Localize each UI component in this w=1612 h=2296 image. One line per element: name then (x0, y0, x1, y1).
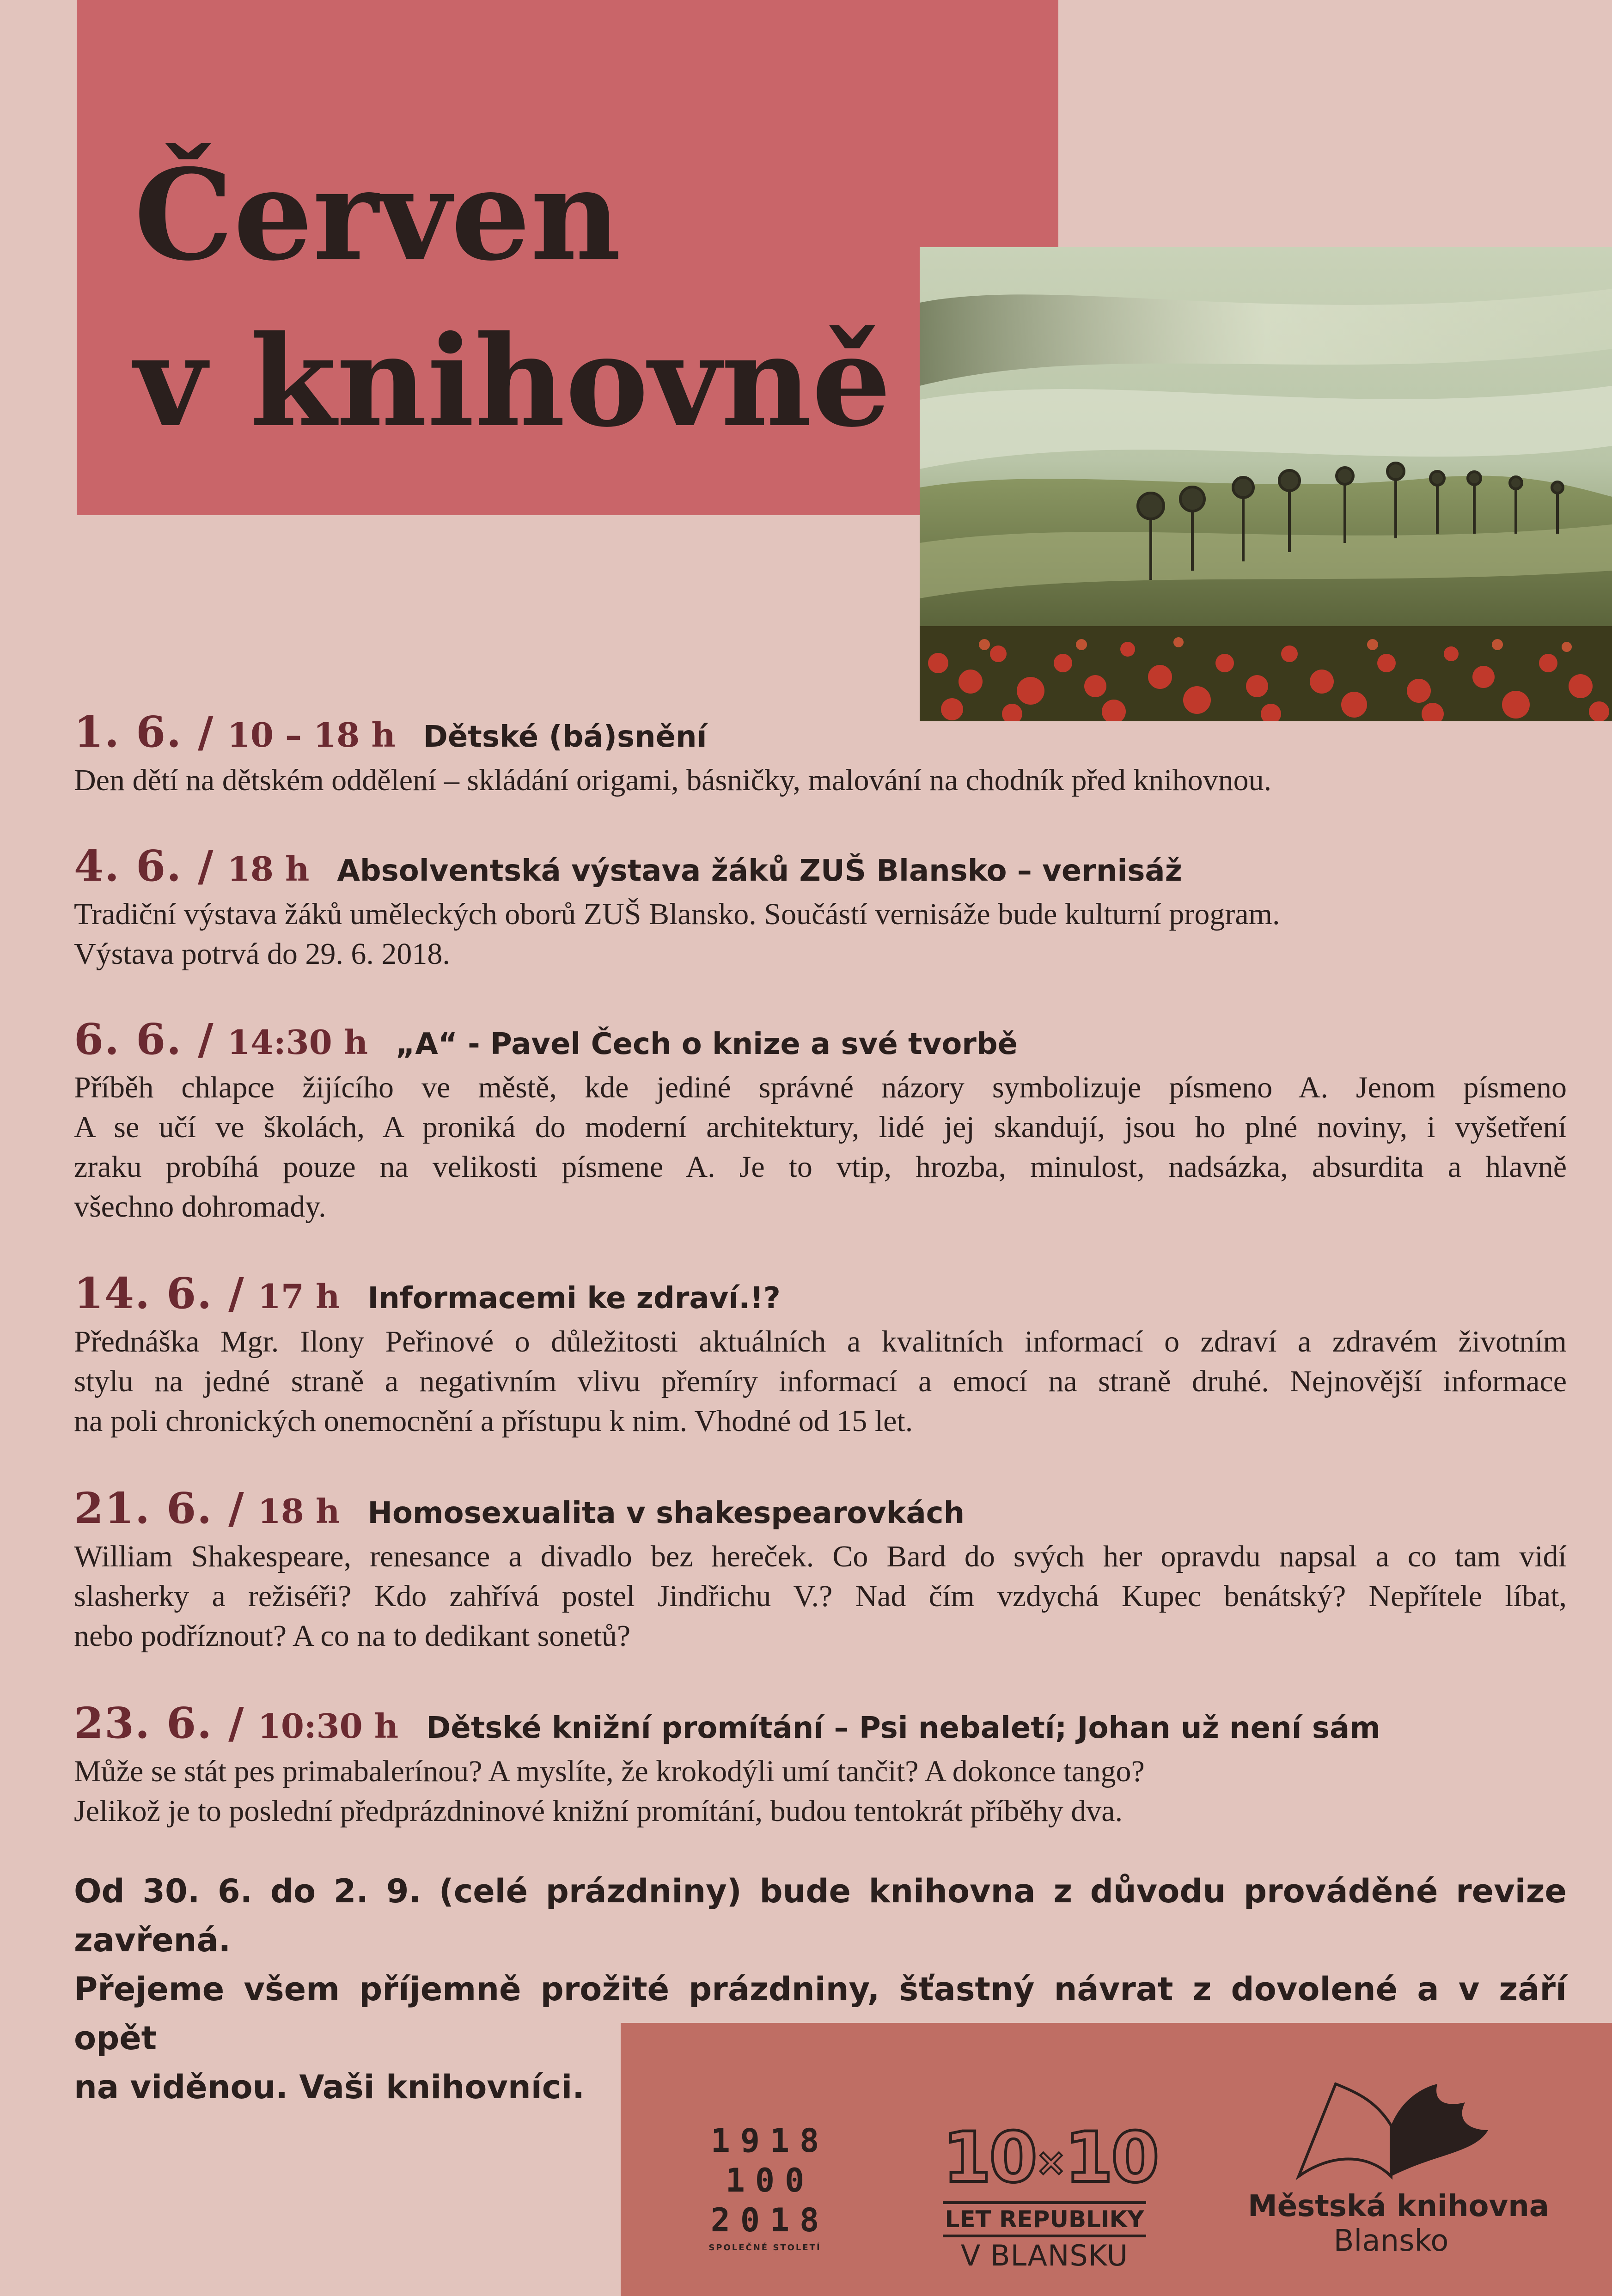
event-date: 14. 6. / (74, 1268, 245, 1318)
closing-line: na viděnou. Vaši knihovníci. (74, 2068, 585, 2106)
centenary-caption: SPOLEČNÉ STOLETÍ (708, 2243, 821, 2253)
event-title: Informacemi ke zdraví.!? (367, 1281, 781, 1315)
ten-right: 10 (1064, 2118, 1158, 2198)
event-title: Absolventská výstava žáků ZUŠ Blansko – vernisáž (337, 854, 1182, 888)
event-title: „A“ - Pavel Čech o knize a své tvorbě (396, 1027, 1018, 1061)
event-2 (74, 841, 1567, 974)
description-line: nebo podříznout? A co na to dedikant sonetů? (74, 1619, 631, 1653)
event-date: 1. 6. / (74, 707, 214, 757)
event-3 (74, 1014, 1567, 1227)
description-line: Jelikož je to poslední předprázdninové knižní promítání, budou tentokrát příběhy dva. (74, 1794, 1123, 1828)
description-line: Přednáška Mgr. Ilony Peřinové o důležitosti aktuálních a kvalitních informací o zdraví a zdravém životním (74, 1325, 1567, 1358)
event-heading (74, 707, 1567, 758)
description-line: A se učí ve školách, A proniká do moderní architektury, lidé jej skandují, jsou ho plné noviny, i vyšetření (74, 1110, 1567, 1144)
event-time: 18 h (227, 849, 310, 889)
ten-left: 10 (943, 2118, 1036, 2198)
library-name: Městská knihovna (1248, 2189, 1549, 2223)
description-line: všechno dohromady. (74, 1190, 326, 1224)
description-line: na poli chronických onemocnění a přístupu k nim. Vhodné od 15 let. (74, 1404, 913, 1438)
event-date: 6. 6. / (74, 1014, 214, 1064)
event-heading (74, 1268, 1567, 1319)
description-line: slasherky a režiséři? Kdo zahřívá postel Jindřichu V.? Nad čím vzdychá Kupec benátský? Nepřítele líbat, (74, 1579, 1567, 1613)
ten-times-ten-line-1: LET REPUBLIKY (943, 2201, 1146, 2237)
event-date: 4. 6. / (74, 841, 214, 891)
event-6 (74, 1698, 1567, 1831)
event-time: 10 – 18 h (227, 715, 396, 755)
event-time: 18 h (257, 1492, 340, 1531)
description-line: Příběh chlapce žijícího ve městě, kde jediné správné názory symbolizuje písmeno A. Jenom písmeno (74, 1071, 1567, 1104)
event-5 (74, 1483, 1567, 1656)
description-line: Tradiční výstava žáků uměleckých oborů ZUŠ Blansko. Součástí vernisáže bude kulturní program. (74, 897, 1280, 931)
event-title: Dětské knižní promítání – Psi nebaletí; Johan už není sám (426, 1711, 1380, 1745)
ten-times-ten-line-2: V BLANSKU (960, 2238, 1129, 2272)
closing-line: Od 30. 6. do 2. 9. (celé prázdniny) bude knihovna z důvodu prováděné revize zavřená. (74, 1872, 1567, 1959)
event-time: 17 h (257, 1277, 340, 1316)
ten-times-ten-logo (943, 2118, 1158, 2274)
description-line: zraku probíhá pouze na velikosti písmene A. Je to vtip, hrozba, minulost, nadsázka, absurdita a hlavně (74, 1150, 1567, 1184)
event-title: Homosexualita v shakespearovkách (367, 1496, 965, 1530)
event-time: 10:30 h (257, 1706, 399, 1746)
description-line: William Shakespeare, renesance a divadlo bez hereček. Co Bard do svých her opravdu napsal a co tam vidí (74, 1540, 1567, 1573)
event-4 (74, 1268, 1567, 1441)
event-date: 23. 6. / (74, 1698, 245, 1748)
centenary-year-end: 2018 (710, 2201, 830, 2239)
description-line: Výstava potrvá do 29. 6. 2018. (74, 937, 450, 971)
event-description (74, 1322, 1567, 1441)
ten-times-ten-mark (943, 2118, 1158, 2198)
event-heading (74, 1014, 1567, 1065)
event-time: 14:30 h (227, 1023, 368, 1062)
centenary-year-start: 1918 (710, 2122, 830, 2160)
event-title: Dětské (bá)snění (423, 720, 707, 754)
event-1 (74, 707, 1567, 800)
description-line: stylu na jedné straně a negativním vlivu přemíry informací a emocí na straně druhé. Nejnovější informace (74, 1364, 1567, 1398)
event-description (74, 1068, 1567, 1227)
library-logo (1248, 2075, 1549, 2259)
description-line: Může se stát pes primabalerínou? A myslíte, že krokodýli umí tančit? A dokonce tango? (74, 1754, 1145, 1788)
description-line: Den dětí na dětském oddělení – skládání origami, básničky, malování na chodník před knihovnou. (74, 763, 1272, 797)
event-heading (74, 1483, 1567, 1534)
event-heading (74, 1698, 1567, 1749)
event-description (74, 1537, 1567, 1656)
event-description (74, 895, 1567, 974)
event-date: 21. 6. / (74, 1483, 245, 1533)
centenary-number: 100 (725, 2162, 815, 2199)
page-title-line-1: Červen (134, 141, 621, 288)
event-description (74, 1752, 1567, 1831)
centenary-logo (702, 2121, 830, 2253)
closing-line: Přejeme všem příjemně prožité prázdniny, šťastný návrat z dovolené a v září opět (74, 1970, 1567, 2057)
event-heading (74, 841, 1567, 892)
times-sign: × (1035, 2140, 1065, 2184)
page-title-line-2: v knihovně (134, 308, 891, 455)
open-book-icon (1248, 2075, 1534, 2181)
library-city: Blansko (1333, 2224, 1449, 2258)
landscape-photo (920, 247, 1612, 721)
event-description (74, 761, 1567, 800)
